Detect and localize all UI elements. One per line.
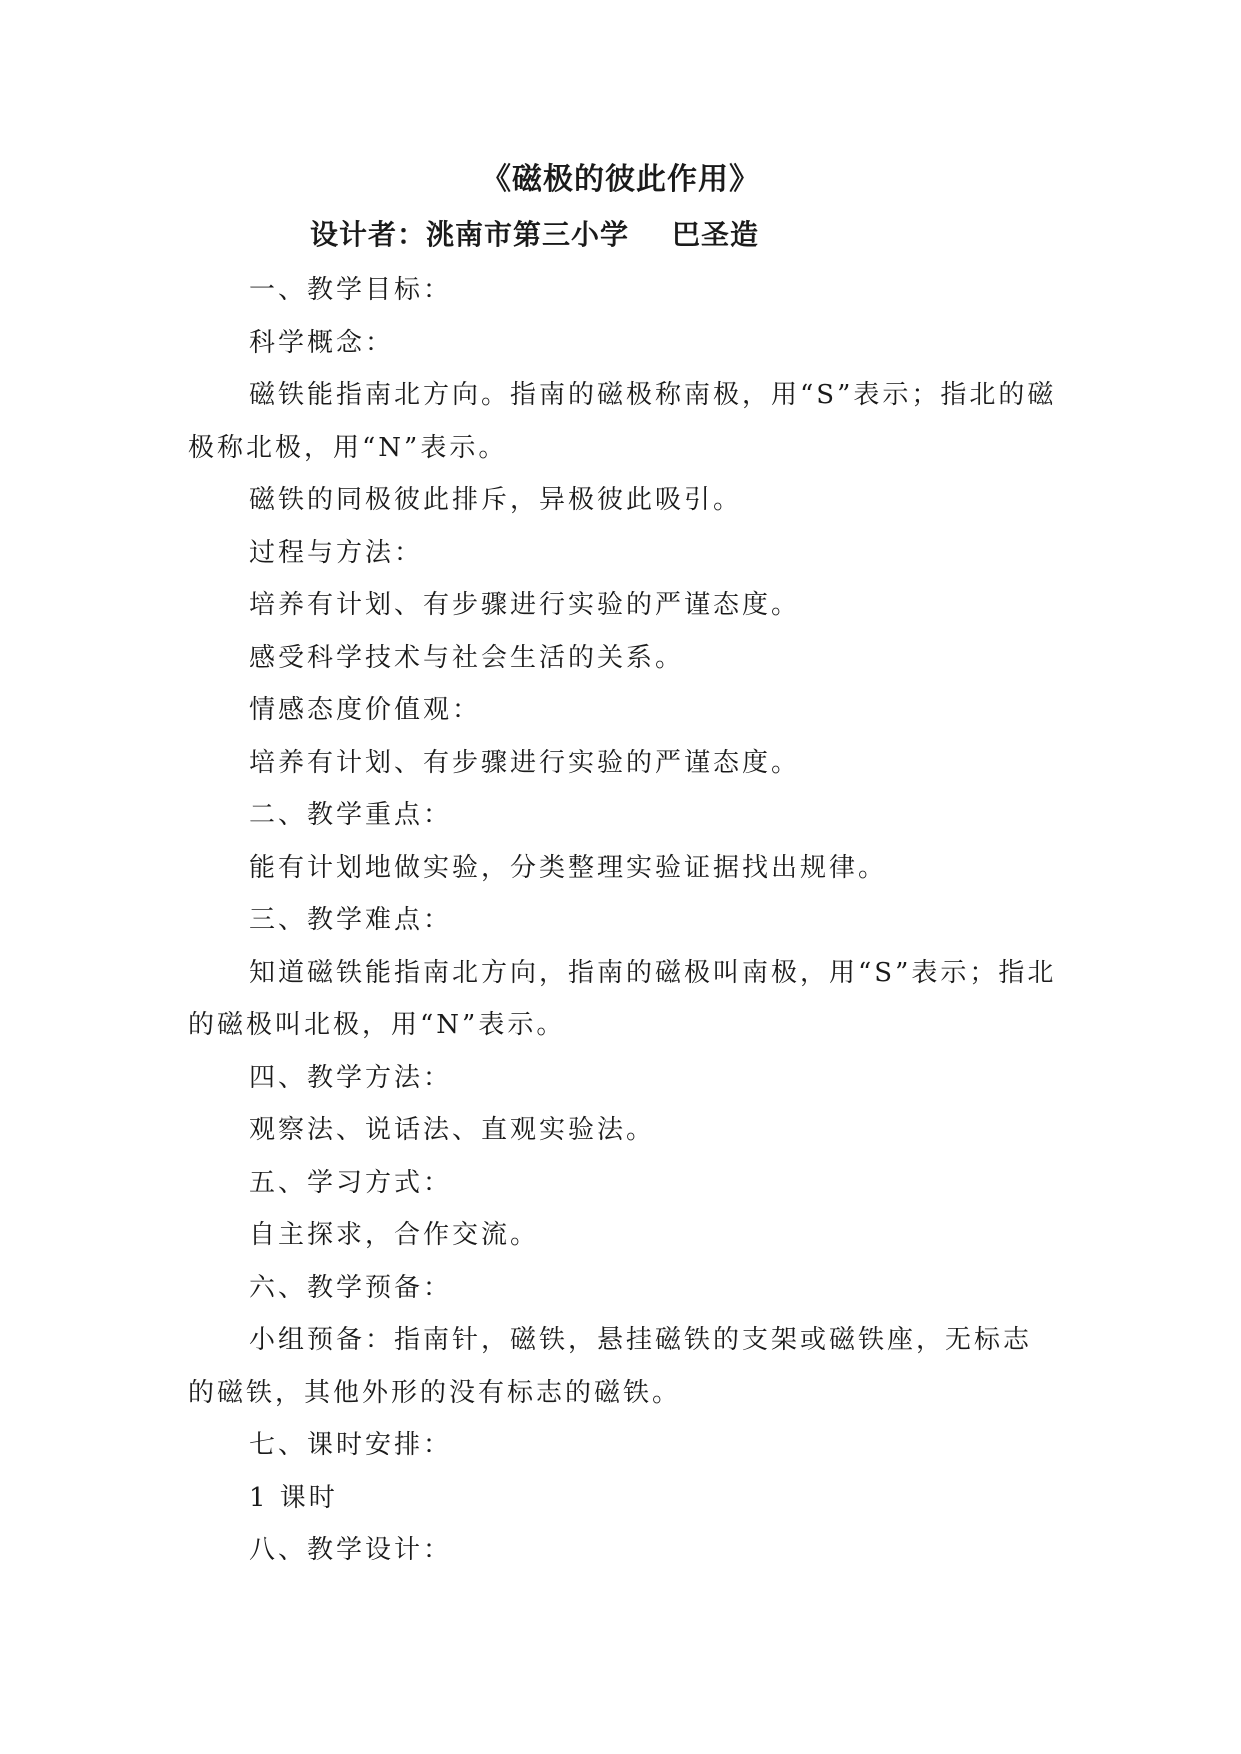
paragraph-16: 五、学习方式： (249, 1167, 453, 1198)
paragraph-14: 四、教学方法： (249, 1062, 453, 1093)
paragraph-13: 知道磁铁能指南北方向，指南的磁极叫南极，用“S”表示；指北的磁极叫北极，用“N”表示。 (188, 957, 1057, 1040)
paragraph-22: 八、教学设计： (249, 1535, 453, 1565)
paragraph-8: 情感态度价值观： (249, 695, 482, 725)
paragraph-12: 三、教学难点： (249, 905, 453, 935)
author-line: 设计者：洮南市第三小学 巴圣造 (310, 218, 759, 251)
paragraph-5: 过程与方法： (249, 537, 424, 568)
paragraph-7: 感受科学技术与社会生活的关系。 (249, 642, 685, 673)
paragraph-6: 培养有计划、有步骤进行实验的严谨态度。 (249, 590, 801, 620)
document-body (188, 264, 1058, 1577)
paragraph-3: 磁铁能指南北方向。指南的磁极称南极，用“S”表示；指北的磁极称北极，用“N”表示。 (188, 380, 1057, 463)
paragraph-17: 自主探求，合作交流。 (249, 1220, 540, 1250)
paragraph-18: 六、教学预备： (249, 1272, 453, 1303)
paragraph-20: 七、课时安排： (249, 1430, 453, 1460)
paragraph-4: 磁铁的同极彼此排斥，异极彼此吸引。 (249, 485, 743, 515)
paragraph-2: 科学概念： (249, 327, 395, 358)
paragraph-11: 能有计划地做实验，分类整理实验证据找出规律。 (249, 852, 888, 883)
paragraph-19: 小组预备：指南针，磁铁，悬挂磁铁的支架或磁铁座，无标志的磁铁，其他外形的没有标志的磁铁。 (188, 1325, 1033, 1408)
paragraph-1: 一、教学目标： (249, 275, 453, 305)
paragraph-15: 观察法、说话法、直观实验法。 (249, 1115, 656, 1145)
document-title: 《磁极的彼此作用》 (481, 162, 760, 197)
paragraph-9: 培养有计划、有步骤进行实验的严谨态度。 (249, 747, 801, 778)
paragraph-21: 1 课时 (249, 1482, 338, 1513)
paragraph-10: 二、教学重点： (249, 800, 453, 830)
